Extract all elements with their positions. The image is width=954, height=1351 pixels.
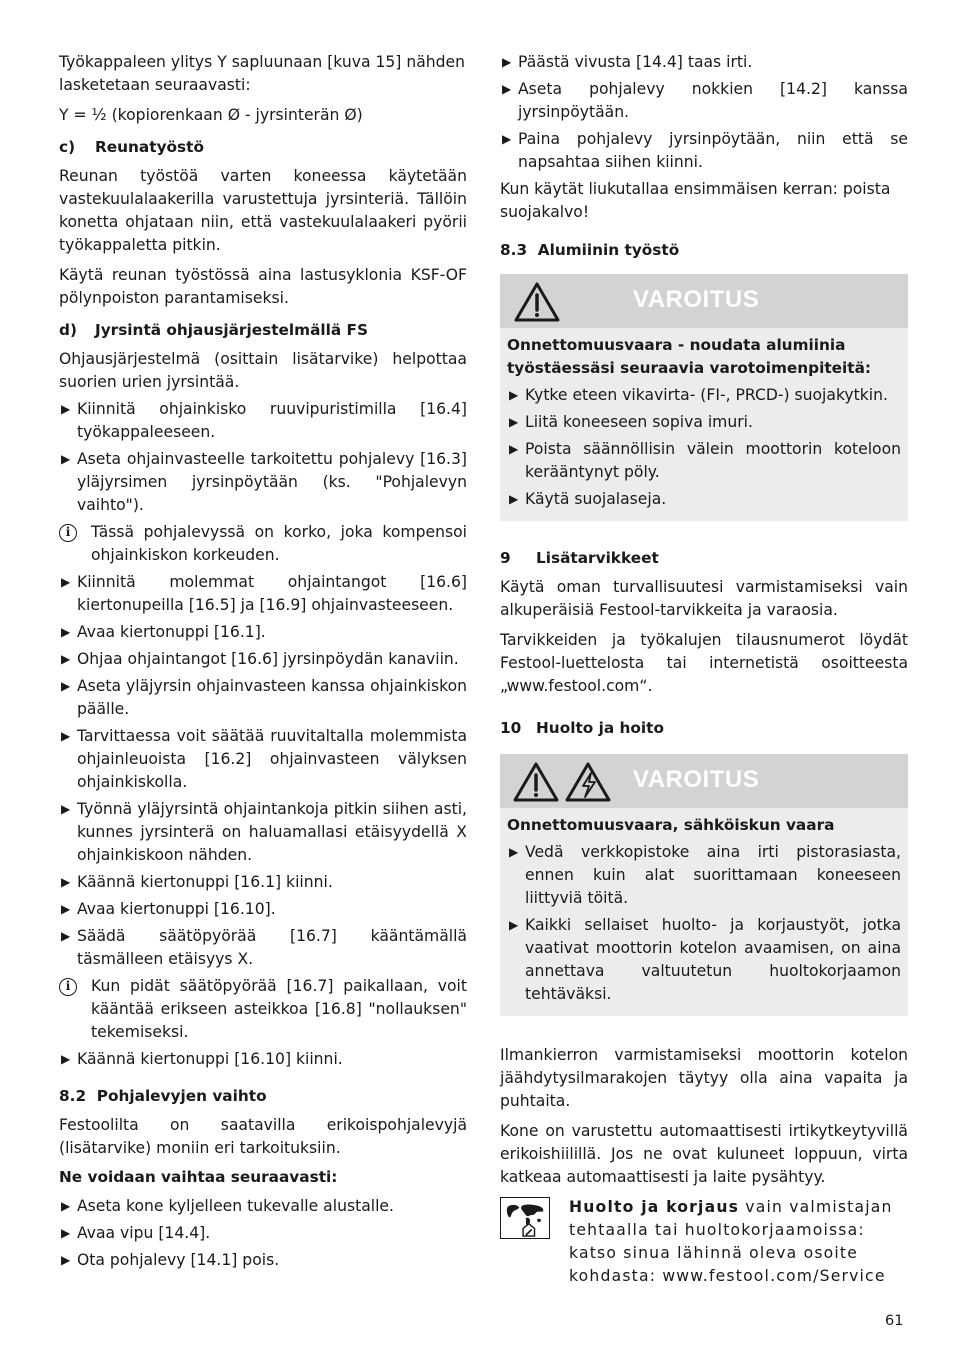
list-item <box>500 128 908 174</box>
list-item <box>59 871 467 894</box>
list-item <box>59 1222 467 1245</box>
paragraph: Reunan työstöä varten koneessa käytetään vastekuulalaakerilla varustettuja jyrsinteriä. Tällöin konetta ohjataan niin, että vastekuulalaakeri pyörii työkappaletta pitkin. <box>59 167 467 254</box>
list-item-text: Säädä säätöpyörää [16.7] kääntämällä täsmälleen etäisyys X. <box>77 927 467 968</box>
heading-10-number: 10 <box>500 719 522 737</box>
list-item-text: Liitä koneeseen sopiva imuri. <box>525 413 753 431</box>
list-item <box>59 571 467 617</box>
list-item-text: Tarvittaessa voit säätää ruuvitaltalla molemmista ohjainleuoista [16.2] ohjainvasteen välyksen ohjainkiskolla. <box>77 727 467 791</box>
warning-electric-shock-icons <box>512 760 612 804</box>
list-item-text: Vedä verkkopistoke aina irti pistorasiasta, ennen kuin alat suorittamaan koneeseen liittyviä töitä. <box>525 843 901 907</box>
heading-10 <box>500 718 908 739</box>
heading-c-title: Reunatyöstö <box>95 138 204 156</box>
list-item <box>507 438 901 484</box>
list-item <box>59 621 467 644</box>
bullet-arrow-icon: ▶ <box>509 388 519 402</box>
list-item <box>59 725 467 794</box>
list-item-text: Käännä kiertonuppi [16.1] kiinni. <box>77 873 333 891</box>
note-text: Tässä pohjalevyssä on korko, joka kompensoi ohjainkiskon korkeuden. <box>91 523 467 564</box>
service-text <box>569 1196 908 1288</box>
warning-subtitle: Onnettomuusvaara, sähköiskun vaara <box>507 816 835 834</box>
list-item <box>507 488 901 511</box>
bullet-arrow-icon: ▶ <box>509 442 519 456</box>
list-item-text: Paina pohjalevy jyrsinpöytään, niin että se napsahtaa siihen kiinni. <box>518 130 908 171</box>
warning-triangle-icon <box>512 280 562 324</box>
service-notice <box>500 1196 908 1288</box>
bullet-arrow-icon: ▶ <box>61 729 71 743</box>
paragraph: Ohjausjärjestelmä (osittain lisätarvike) helpottaa suorien urien jyrsintää. <box>59 350 467 391</box>
list-item <box>59 1195 467 1218</box>
bullet-arrow-icon: ▶ <box>61 1052 71 1066</box>
heading-d <box>59 320 467 341</box>
left-column <box>59 51 467 1276</box>
bullet-arrow-icon: ▶ <box>61 1226 71 1240</box>
list-item <box>500 51 908 74</box>
list-item-text: Kiinnitä ohjainkisko ruuvipuristimilla [16.4] työkappaleeseen. <box>77 400 467 441</box>
list-item <box>59 925 467 971</box>
paragraph: Tarvikkeiden ja työkalujen tilausnumerot löydät Festool-luettelosta tai internetistä osoitteesta „www.festool.com“. <box>500 631 908 695</box>
list-item-text: Avaa kiertonuppi [16.1]. <box>77 623 266 641</box>
list-item-text: Ohjaa ohjaintangot [16.6] jyrsinpöydän kanaviin. <box>77 650 459 668</box>
list-item <box>507 384 901 407</box>
bullet-arrow-icon: ▶ <box>61 1253 71 1267</box>
list-item-text: Aseta ohjainvasteelle tarkoitettu pohjalevy [16.3] yläjyrsimen jyrsinpöytään (ks. "Pohjalevyn vaihto"). <box>77 450 467 514</box>
bullet-arrow-icon: ▶ <box>61 875 71 889</box>
list-item-text: Avaa vipu [14.4]. <box>77 1224 211 1242</box>
heading-c <box>59 137 467 158</box>
warning-title: VAROITUS <box>633 766 760 793</box>
bullet-arrow-icon: ▶ <box>509 492 519 506</box>
info-note <box>59 975 467 1044</box>
list-item-text: Kiinnitä molemmat ohjaintangot [16.6] kiertonupeilla [16.5] ja [16.9] ohjainvasteeseen. <box>77 573 467 614</box>
list-item <box>500 78 908 124</box>
list-item <box>59 448 467 517</box>
warning-box-maintenance <box>500 754 908 1016</box>
list-item-text: Avaa kiertonuppi [16.10]. <box>77 900 276 918</box>
paragraph: Käytä oman turvallisuutesi varmistamiseksi vain alkuperäisiä Festool-tarvikkeita ja varaosia. <box>500 578 908 619</box>
list-item-text: Poista säännöllisin välein moottorin koteloon kerääntynyt pöly. <box>525 440 901 481</box>
bullet-arrow-icon: ▶ <box>61 902 71 916</box>
list-item <box>507 841 901 910</box>
heading-8-2-number: 8.2 <box>59 1087 87 1105</box>
list-item <box>59 798 467 867</box>
right-column <box>500 51 908 1295</box>
heading-d-number: d) <box>59 321 77 339</box>
paragraph: Käytä reunan työstössä aina lastusyklonia KSF-OF pölynpoiston parantamiseksi. <box>59 266 467 307</box>
paragraph: Ilmankierron varmistamiseksi moottorin kotelon jäähdytysilmarakojen täytyy olla aina vapaita ja puhtaita. <box>500 1046 908 1110</box>
info-icon: i <box>59 978 77 996</box>
warning-header <box>500 754 908 808</box>
heading-8-3-title: Alumiinin työstö <box>537 241 680 259</box>
list-item <box>59 675 467 721</box>
heading-9 <box>500 548 908 569</box>
bullet-arrow-icon: ▶ <box>502 82 512 96</box>
heading-9-title: Lisätarvikkeet <box>536 549 659 567</box>
list-item <box>507 411 901 434</box>
paragraph: Kone on varustettu automaattisesti irtikytkeytyvillä erikoishiilillä. Jos ne ovat kuluneet loppuun, virta katkeaa automaattisesti ja laite pysähtyy. <box>500 1122 908 1186</box>
paragraph: Kun käytät liukutallaa ensimmäisen kerran: poista suojakalvo! <box>500 180 891 221</box>
bullet-arrow-icon: ▶ <box>502 55 512 69</box>
intro-paragraph: Työkappaleen ylitys Y sapluunaan [kuva 15] nähden lasketetaan seuraavasti: <box>59 53 466 94</box>
list-item-text: Käytä suojalaseja. <box>525 490 667 508</box>
info-icon: i <box>59 524 77 542</box>
bullet-arrow-icon: ▶ <box>61 929 71 943</box>
warning-box-aluminium <box>500 274 908 521</box>
bullet-arrow-icon: ▶ <box>509 845 519 859</box>
service-globe-icon <box>500 1197 550 1239</box>
bullet-arrow-icon: ▶ <box>509 415 519 429</box>
bullet-arrow-icon: ▶ <box>61 625 71 639</box>
warning-title: VAROITUS <box>633 286 760 313</box>
heading-9-number: 9 <box>500 549 511 567</box>
heading-10-title: Huolto ja hoito <box>536 719 664 737</box>
heading-c-number: c) <box>59 138 76 156</box>
warning-header <box>500 274 908 328</box>
bullet-arrow-icon: ▶ <box>509 918 519 932</box>
heading-8-3-number: 8.3 <box>500 241 528 259</box>
subheading: Ne voidaan vaihtaa seuraavasti: <box>59 1168 338 1186</box>
warning-subtitle: Onnettomuusvaara - noudata alumiinia työstäessäsi seuraavia varotoimenpiteitä: <box>507 336 872 377</box>
bullet-arrow-icon: ▶ <box>61 402 71 416</box>
heading-8-2 <box>59 1086 467 1107</box>
bullet-arrow-icon: ▶ <box>61 802 71 816</box>
info-note <box>59 521 467 567</box>
list-item-text: Aseta kone kyljelleen tukevalle alustalle. <box>77 1197 394 1215</box>
list-item <box>507 914 901 1006</box>
list-item-text: Aseta pohjalevy nokkien [14.2] kanssa jyrsinpöytään. <box>518 80 908 121</box>
service-bold: Huolto ja korjaus <box>569 1198 740 1216</box>
warning-body <box>500 808 908 1014</box>
list-item-text: Ota pohjalevy [14.1] pois. <box>77 1251 280 1269</box>
list-item <box>59 1249 467 1272</box>
list-item <box>59 1048 467 1071</box>
list-item <box>59 898 467 921</box>
bullet-arrow-icon: ▶ <box>502 132 512 146</box>
list-item <box>59 398 467 444</box>
bullet-arrow-icon: ▶ <box>61 652 71 666</box>
bullet-arrow-icon: ▶ <box>61 1199 71 1213</box>
note-text: Kun pidät säätöpyörää [16.7] paikallaan, voit kääntää erikseen asteikkoa [16.8] "nollauksen" tekemiseksi. <box>91 977 467 1041</box>
list-item-text: Kytke eteen vikavirta- (FI-, PRCD-) suojakytkin. <box>525 386 888 404</box>
formula: Y = ½ (kopiorenkaan Ø - jyrsinterän Ø) <box>59 106 363 124</box>
paragraph: Festoolilta on saatavilla erikoispohjalevyjä (lisätarvike) moniin eri tarkoituksiin. <box>59 1116 467 1157</box>
list-item-text: Aseta yläjyrsin ohjainvasteen kanssa ohjainkiskon päälle. <box>77 677 467 718</box>
heading-8-2-title: Pohjalevyjen vaihto <box>96 1087 267 1105</box>
warning-body <box>500 328 908 519</box>
heading-d-title: Jyrsintä ohjausjärjestelmällä FS <box>95 321 368 339</box>
service-body: vain valmistajan tehtaalla tai huoltokorjaamoissa: katso sinua lähinnä oleva osoite kohdasta: www.festool.com/Service <box>569 1198 893 1285</box>
bullet-arrow-icon: ▶ <box>61 575 71 589</box>
heading-8-3 <box>500 240 908 261</box>
list-item-text: Työnnä yläjyrsintä ohjaintankoja pitkin siihen asti, kunnes jyrsinterä on haluamallasi etäisyydellä X ohjainkiskoon nähden. <box>77 800 467 864</box>
list-item-text: Kaikki sellaiset huolto- ja korjaustyöt, jotka vaativat moottorin kotelon avaamisen, on aina annettava valtuutetun huoltokorjaamon tehtäväksi. <box>525 916 901 1003</box>
list-item <box>59 648 467 671</box>
bullet-arrow-icon: ▶ <box>61 679 71 693</box>
bullet-arrow-icon: ▶ <box>61 452 71 466</box>
list-item-text: Käännä kiertonuppi [16.10] kiinni. <box>77 1050 343 1068</box>
list-item-text: Päästä vivusta [14.4] taas irti. <box>518 53 753 71</box>
page-number: 61 <box>885 1313 904 1329</box>
